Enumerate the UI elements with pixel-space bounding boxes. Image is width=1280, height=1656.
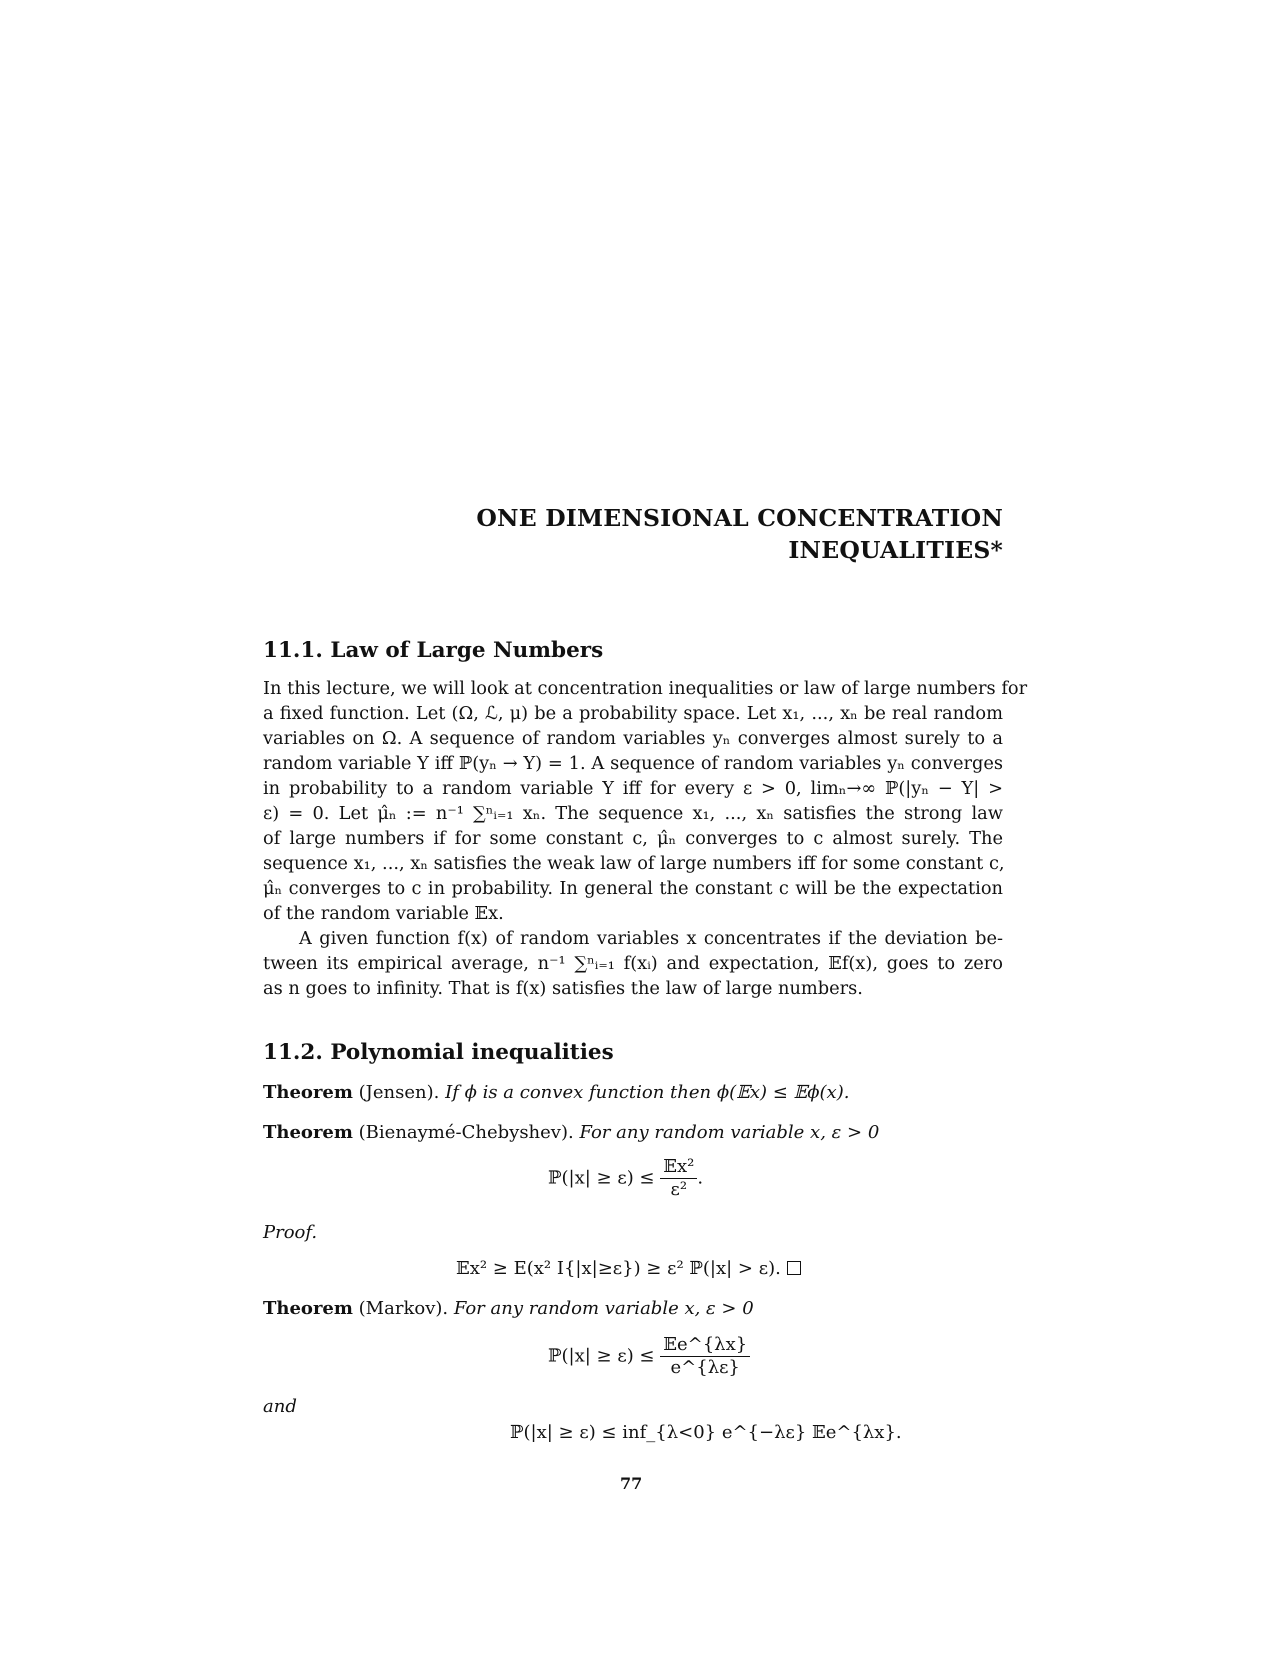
theorem-label: Theorem [263, 1122, 353, 1143]
text-line: variables on Ω. A sequence of random variables yₙ converges almost surely to a [263, 728, 1003, 749]
text-line: as n goes to infinity. That is f(x) satisfies the law of large numbers. [263, 978, 863, 999]
chapter-title-line2: INEQUALITIES* [788, 536, 1003, 564]
text-line: of large numbers if for some constant c, μ̂ₙ converges to c almost surely. The [263, 828, 1003, 849]
numerator: 𝔼e^{λx} [660, 1334, 750, 1357]
paragraph-1 [263, 676, 1028, 926]
theorem-statement: For any random variable x, ε > 0 [579, 1122, 880, 1143]
fraction [660, 1334, 750, 1379]
section-heading-2: 11.2. Polynomial inequalities [263, 1040, 614, 1065]
text-line: a fixed function. Let (Ω, ℒ, μ) be a probability space. Let x₁, ..., xₙ be real random [263, 703, 1003, 724]
text-line: μ̂ₙ converges to c in probability. In general the constant c will be the expectation [263, 878, 1003, 899]
text-line: in probability to a random variable Y iff for every ε > 0, limₙ→∞ ℙ(|yₙ − Y| > [263, 778, 1003, 799]
text-line: In this lecture, we will look at concentration inequalities or law of large numbers for [263, 678, 1028, 699]
text-line: sequence x₁, ..., xₙ satisfies the weak law of large numbers iff for some constant c, [263, 853, 1005, 874]
theorem-label: Theorem [263, 1298, 353, 1319]
page-number: 77 [620, 1474, 643, 1493]
text-line: A given function f(x) of random variables x concentrates if the deviation be- [299, 928, 1003, 949]
theorem-chebyshev [263, 1122, 879, 1143]
and-label: and [263, 1396, 297, 1417]
paragraph-2 [263, 926, 1003, 1001]
theorem-statement: For any random variable x, ε > 0 [453, 1298, 754, 1319]
section-heading-1: 11.1. Law of Large Numbers [263, 638, 604, 663]
equation-markov [548, 1334, 750, 1379]
text-line: tween its empirical average, n⁻¹ ∑ⁿᵢ₌₁ f(xᵢ) and expectation, 𝔼f(x), goes to zero [263, 953, 1003, 974]
text-line: ε) = 0. Let μ̂ₙ := n⁻¹ ∑ⁿᵢ₌₁ xₙ. The sequence x₁, ..., xₙ satisfies the strong law [263, 803, 1003, 824]
fraction [660, 1156, 697, 1201]
text-line: of the random variable 𝔼x. [263, 903, 504, 924]
equation-inf: ℙ(|x| ≥ ε) ≤ inf_{λ<0} e^{−λε} 𝔼e^{λx}. [510, 1422, 902, 1443]
theorem-name: (Bienaymé-Chebyshev). [358, 1122, 574, 1143]
theorem-label: Theorem [263, 1082, 353, 1103]
chapter-title-line1: ONE DIMENSIONAL CONCENTRATION [476, 504, 1003, 532]
equation-lhs: ℙ(|x| ≥ ε) ≤ [548, 1345, 655, 1367]
equation-tail: . [697, 1167, 704, 1189]
denominator: e^{λε} [670, 1357, 740, 1378]
equation-lhs: ℙ(|x| ≥ ε) ≤ [548, 1167, 655, 1189]
theorem-name: (Markov). [358, 1298, 449, 1319]
chapter-title [476, 502, 1003, 566]
equation-body: 𝔼x² ≥ E(x² I{|x|≥ε}) ≥ ε² ℙ(|x| > ε). [456, 1258, 781, 1279]
denominator: ε² [670, 1179, 688, 1200]
numerator: 𝔼x² [660, 1156, 697, 1179]
equation-proof [456, 1258, 801, 1279]
proof-label: Proof. [263, 1222, 318, 1243]
theorem-statement: If ϕ is a convex function then ϕ(𝔼x) ≤ 𝔼ϕ(x). [445, 1082, 850, 1103]
equation-chebyshev [548, 1156, 703, 1201]
text-line: random variable Y iff ℙ(yₙ → Y) = 1. A sequence of random variables yₙ converges [263, 753, 1003, 774]
theorem-markov [263, 1298, 754, 1319]
theorem-name: (Jensen). [358, 1082, 440, 1103]
theorem-jensen [263, 1082, 849, 1103]
qed-icon [787, 1261, 801, 1275]
